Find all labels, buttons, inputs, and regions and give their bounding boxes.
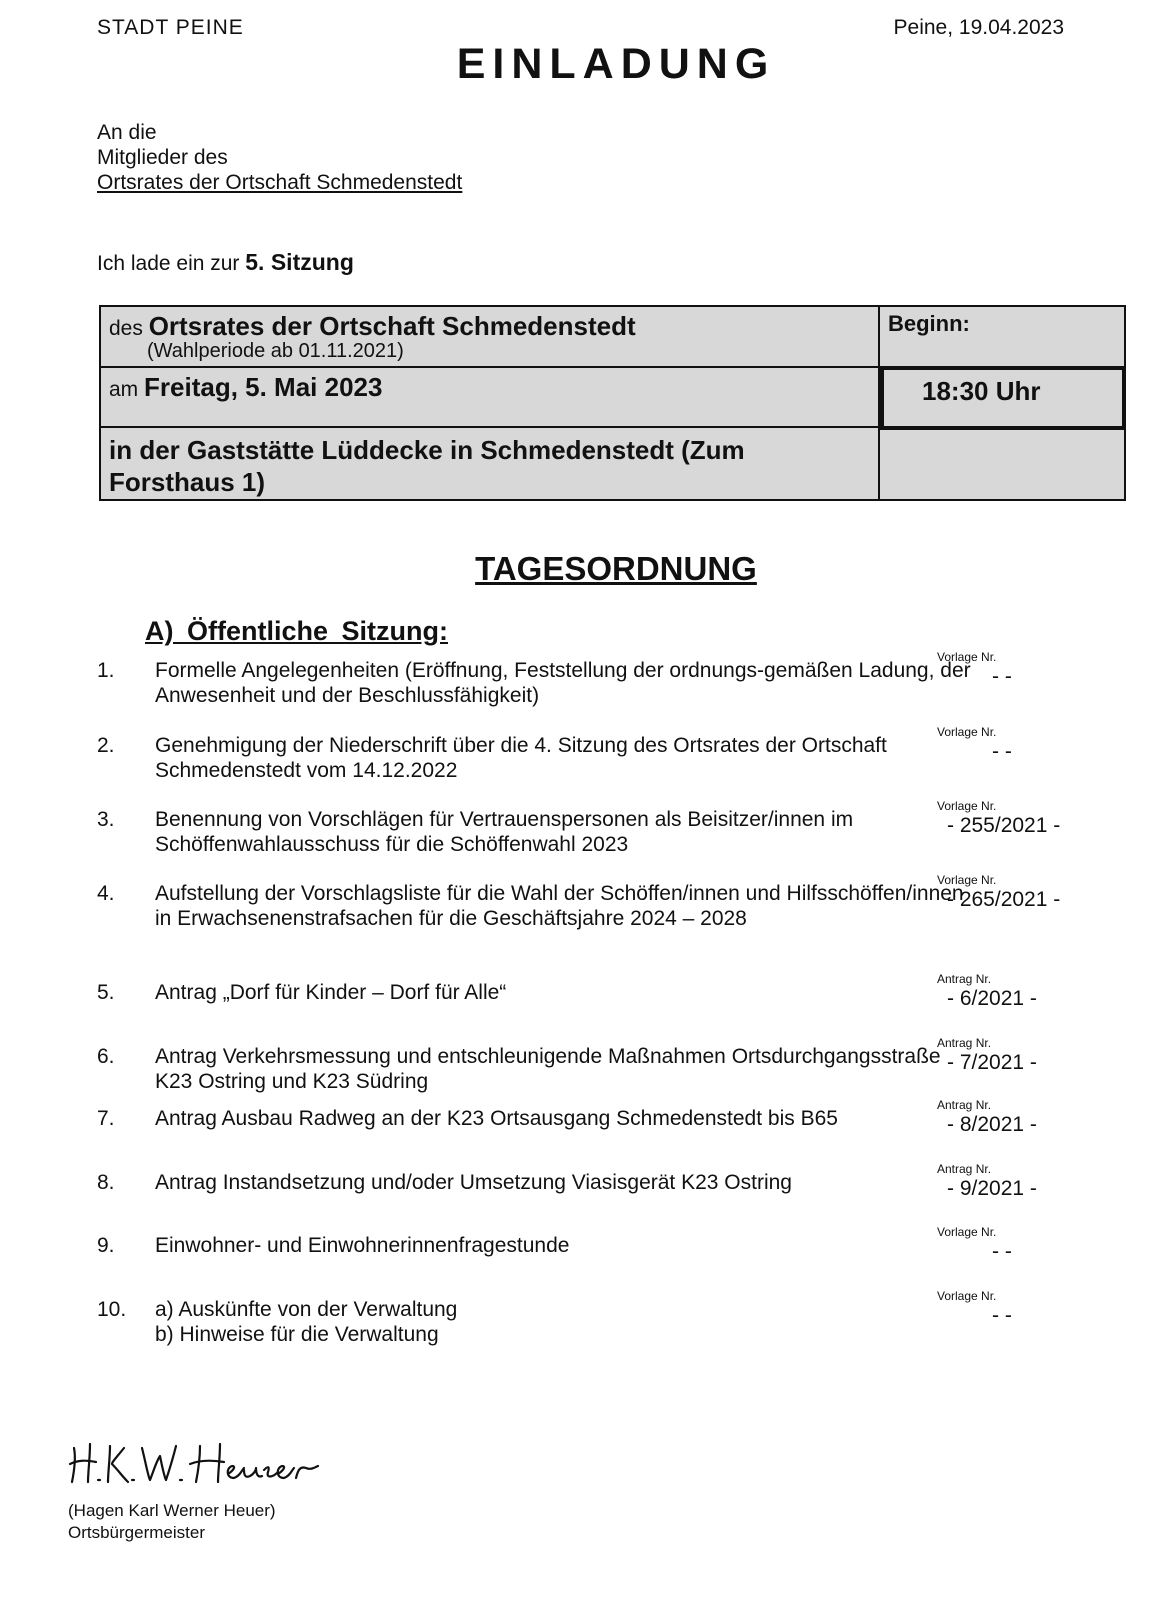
meeting-location: in der Gaststätte Lüddecke in Schmedenstedt (Zum Forsthaus 1) [101,428,880,499]
agenda-item-number: 5. [97,981,115,1004]
agenda-item-reference [937,1289,1097,1328]
signer-name: (Hagen Karl Werner Heuer) [68,1501,276,1520]
city-name: STADT PEINE [97,16,244,39]
reference-label: Vorlage Nr. [937,799,997,813]
reference-label: Antrag Nr. [937,1162,992,1176]
agenda-title: TAGESORDNUNG [475,550,757,587]
agenda-item-text: Antrag Verkehrsmessung und entschleunigende Maßnahmen Ortsdurchgangsstraße K23 Ostring und K23 Südring [155,1045,941,1093]
agenda-item-number: 1. [97,659,115,682]
recipient-address [97,120,462,195]
agenda-item-reference [937,725,1097,764]
reference-number: - - [992,740,1012,763]
agenda-item-text: Genehmigung der Niederschrift über die 4. Sitzung des Ortsrates der Ortschaft Schmedenstedt vom 14.12.2022 [155,734,887,782]
reference-number: - - [992,665,1012,688]
session-number: 5. Sitzung [245,249,354,275]
reference-number: - 6/2021 - [947,987,1037,1010]
signature [68,1430,328,1495]
meeting-time: 18:30 Uhr [880,368,1126,430]
invitation-line [97,249,354,276]
council-name: Ortsrates der Ortschaft Schmedenstedt [148,311,636,341]
agenda-item-number: 7. [97,1107,115,1130]
election-period: (Wahlperiode ab 01.11.2021) [147,340,404,362]
reference-label: Vorlage Nr. [937,650,997,664]
reference-label: Antrag Nr. [937,1098,992,1112]
recipient-line-3: Ortsrates der Ortschaft Schmedenstedt [97,171,463,194]
agenda-item-text: Antrag „Dorf für Kinder – Dorf für Alle“ [155,981,507,1004]
agenda-item-reference [937,972,1097,1011]
agenda-item-reference [937,873,1097,912]
reference-number: - - [992,1240,1012,1263]
agenda-item-text: Antrag Ausbau Radweg an der K23 Ortsausgang Schmedenstedt bis B65 [155,1107,838,1130]
reference-number: - 255/2021 - [947,814,1061,837]
agenda-item-text: Aufstellung der Vorschlagsliste für die Wahl der Schöffen/innen und Hilfsschöffen/innen in Erwachsenenstrafsachen für die Geschäftsjahre 2024 – 2028 [155,882,964,930]
agenda-item-reference [937,1098,1097,1137]
meeting-date: Freitag, 5. Mai 2023 [144,372,383,402]
recipient-line-1: An die [97,121,157,144]
reference-number: - 9/2021 - [947,1177,1037,1200]
agenda-item-number: 8. [97,1171,115,1194]
des-label: des [109,317,149,340]
agenda-item-text: a) Auskünfte von der Verwaltung b) Hinweise für die Verwaltung [155,1298,458,1346]
reference-label: Antrag Nr. [937,1036,992,1050]
document-date: Peine, 19.04.2023 [893,16,1064,39]
signature-text [68,1500,276,1544]
agenda-item-reference [937,1162,1097,1201]
agenda-item-number: 6. [97,1045,115,1068]
recipient-line-2: Mitglieder des [97,146,228,169]
meeting-info-box [99,305,1126,501]
agenda-item-number: 10. [97,1298,127,1321]
agenda-item-reference [937,799,1097,838]
reference-label: Vorlage Nr. [937,1289,997,1303]
reference-number: - - [992,1304,1012,1327]
agenda-item-number: 2. [97,734,115,757]
reference-number: - 7/2021 - [947,1051,1037,1074]
date-cell [101,368,880,428]
reference-number: - 265/2021 - [947,888,1061,911]
document-title: EINLADUNG [456,40,776,88]
reference-number: - 8/2021 - [947,1113,1037,1136]
reference-label: Vorlage Nr. [937,725,997,739]
agenda-item-number: 9. [97,1234,115,1257]
agenda-item-text: Benennung von Vorschlägen für Vertrauenspersonen als Beisitzer/innen im Schöffenwahlausschuss für die Schöffenwahl 2023 [155,808,854,856]
agenda-item-number: 3. [97,808,115,831]
signer-role: Ortsbürgermeister [68,1523,205,1542]
begin-label: Beginn: [880,307,1124,368]
agenda-item-text: Formelle Angelegenheiten (Eröffnung, Feststellung der ordnungs-gemäßen Ladung, der Anwesenheit und der Beschlussfähigkeit) [155,659,971,707]
agenda-item-text: Antrag Instandsetzung und/oder Umsetzung Viasisgerät K23 Ostring [155,1171,792,1194]
agenda-item-reference [937,650,1097,689]
invite-prefix: Ich lade ein zur [97,252,246,275]
section-title: A) Öffentliche Sitzung: [145,616,448,646]
agenda-item-number: 4. [97,882,115,905]
agenda-item-reference [937,1036,1097,1075]
am-label: am [109,378,145,401]
reference-label: Antrag Nr. [937,972,992,986]
reference-label: Vorlage Nr. [937,873,997,887]
agenda-item-reference [937,1225,1097,1264]
agenda-item-text: Einwohner- und Einwohnerinnenfragestunde [155,1234,570,1257]
council-cell [101,307,880,368]
signature-image [68,1430,328,1490]
reference-label: Vorlage Nr. [937,1225,997,1239]
